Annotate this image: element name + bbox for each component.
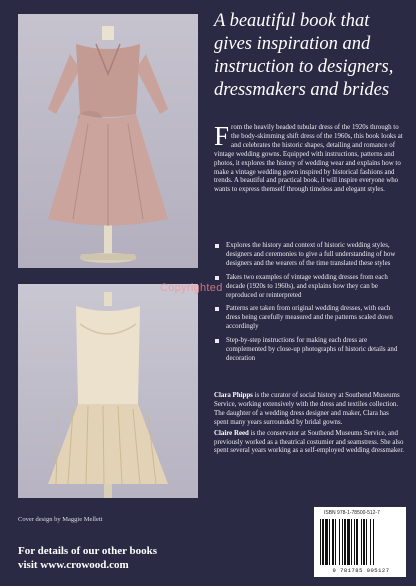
list-item: Explores the history and context of historic wedding styles, designers and ceremonies to give a full understanding of how designers and the wearers of the time translated these styles: [214, 242, 404, 269]
author-bio: Clara Phipps is the curator of social history at Southend Museums Service, working extensively with the dress and textiles collection. The daughter of a wedding dress designer and maker, Clara has spent many years surrounded by bridal gowns.: [214, 392, 400, 426]
author-bio: Claire Reed is the conservator at Southend Museums Service, and previously worked as a theatrical costumier and seamstress. She also spent several years working as a self-employed wedding dressmaker.: [214, 429, 405, 455]
website-line: visit www.crowood.com: [18, 559, 129, 571]
copyright-watermark: Copyrighted: [160, 282, 223, 294]
author-bios: [214, 392, 404, 458]
headline: [214, 10, 406, 102]
cream-dress-illustration: [18, 284, 198, 498]
intro-text: rom the heavily beaded tubular dress of the 1920s through to the body-skimming shift dress of the 1960s, this book looks at and celebrates the historic shapes, detailing and romance of vintage wedding gowns. Equipped with instructions, patterns and photos, it explores the history of wedding wear and explains how to make a vintage wedding gown inspired by historical fashions and trends. A beautiful and practical book, it will inspire everyone who wants to express themself through timeless and elegant styles.: [214, 124, 403, 194]
author-name: Clara Phipps: [214, 392, 253, 399]
headline-line-1: A beautiful book that: [214, 11, 370, 31]
bullet-square-icon: [215, 244, 219, 248]
more-books-line: For details of our other books: [18, 545, 158, 557]
headline-line-3: instruction to designers,: [214, 57, 394, 77]
bullet-square-icon: [215, 276, 219, 280]
list-item: Takes two examples of vintage wedding dresses from each decade (1920s to 1960s), and explains how they can be reproduced or reinterpreted: [214, 274, 404, 301]
feature-list: [214, 242, 404, 369]
drop-cap: F: [214, 121, 230, 151]
isbn-barcode: [314, 507, 406, 577]
cover-credit: Cover design by Maggie Mellett: [18, 516, 103, 523]
list-item: Patterns are taken from original wedding dresses, with each dress being carefully measured and the patterns scaled down accordingly: [214, 305, 404, 332]
isbn-label: ISBN 978-1-78500-512-7: [324, 510, 380, 516]
isbn-number: 9 781785 005127: [332, 567, 390, 574]
bullet-square-icon: [215, 339, 219, 343]
list-item: Step-by-step instructions for making each dress are complemented by close-up photographs of historic details and decoration: [214, 337, 404, 364]
headline-line-2: gives inspiration and: [214, 34, 371, 54]
pink-dress-illustration: [18, 14, 198, 268]
cream-dress-photo: [18, 284, 198, 498]
pink-dress-photo: [18, 14, 198, 268]
publisher-info: [18, 544, 157, 572]
bullet-square-icon: [215, 307, 219, 311]
headline-line-4: dressmakers and brides: [214, 80, 390, 100]
barcode-icon: [320, 519, 400, 565]
intro-paragraph: [214, 121, 404, 195]
author-name: Claire Reed: [214, 429, 249, 437]
